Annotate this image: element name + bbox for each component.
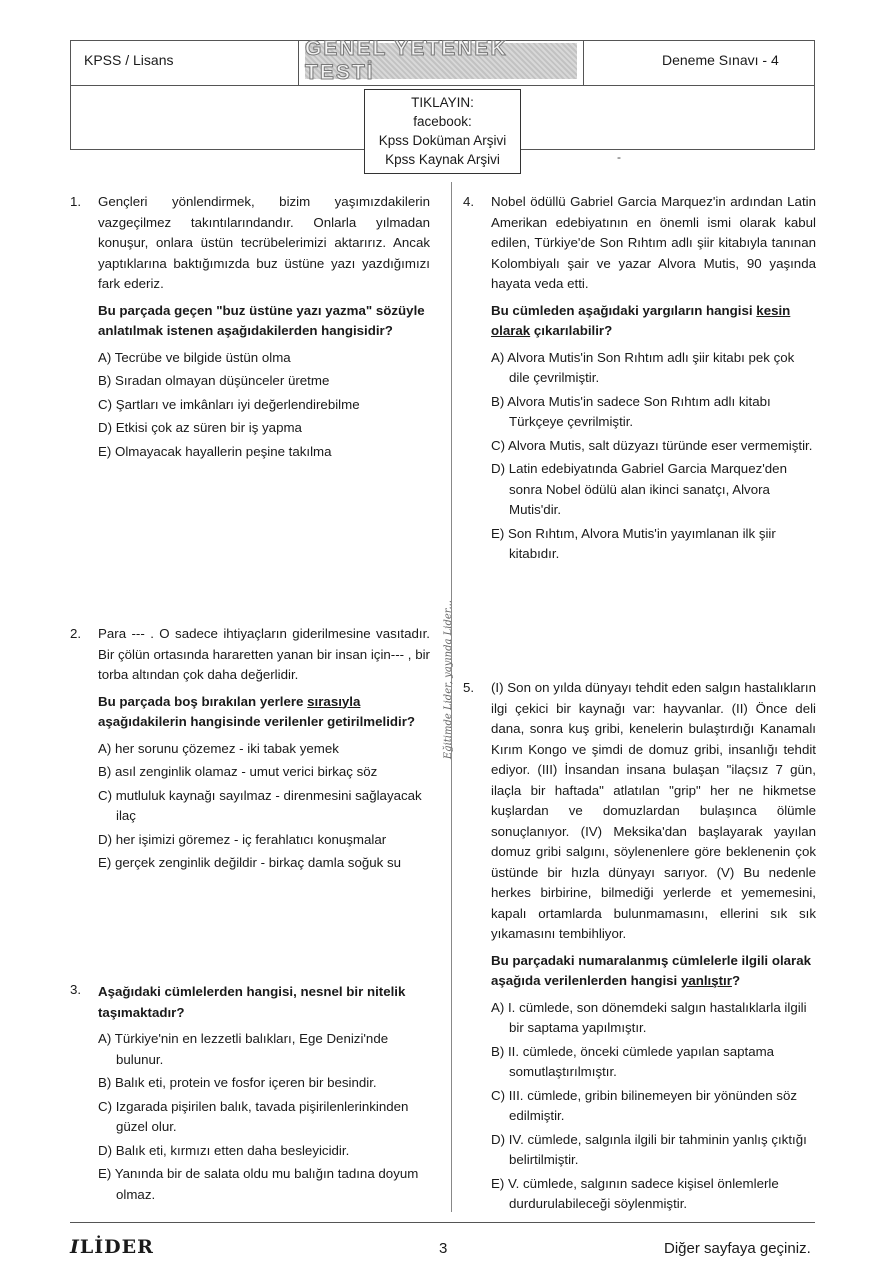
test-title-banner bbox=[305, 37, 577, 84]
question-1 bbox=[70, 192, 430, 465]
option-d[interactable]: D) IV. cümlede, salgınla ilgili bir tahminin yanlış çıktığı belirtilmiştir. bbox=[491, 1131, 807, 1167]
publisher-logo bbox=[70, 1236, 154, 1258]
question-number: 5. bbox=[463, 680, 475, 695]
exam-name: Deneme Sınavı - 4 bbox=[662, 52, 779, 68]
stem-part: aşağıdakilerin hangisinde verilenler getirilmelidir? bbox=[98, 714, 416, 729]
stem-part: Bu parçadaki numaralanmış cümlelerle ilgili olarak aşağıda verilenlerden hangisi bbox=[491, 952, 811, 988]
question-text: Gençleri yönlendirmek, bizim yaşımızdakilerin vazgeçilmez takıntılarındandır. Onlarla yılmadan konuşur, onlara üstün tecrübelerimizi aktarırız. Ancak yaptıklarına baktığımızda buz üstüne yazı yazdığımızı fark ederiz. bbox=[98, 194, 430, 291]
stem-emphasis: yanlıştır bbox=[680, 973, 732, 988]
stem-part: Bu cümleden aşağıdaki yargıların hangisi bbox=[491, 302, 757, 318]
option-d[interactable]: D) Latin edebiyatında Gabriel Garcia Marquez'den sonra Nobel ödülü alan ikinci sanatçı, Alvora Mutis'dir. bbox=[491, 461, 787, 517]
question-4 bbox=[463, 192, 816, 568]
notice-line-1: TIKLAYIN: bbox=[411, 95, 474, 110]
option-c[interactable]: C) Izgarada pişirilen balık, tavada pişirilenlerinkinden güzel olur. bbox=[98, 1098, 409, 1134]
stray-mark: - bbox=[617, 150, 621, 164]
question-stem bbox=[491, 301, 816, 342]
option-b[interactable]: B) II. cümlede, önceki cümlede yapılan saptama somutlaştırılmıştır. bbox=[491, 1043, 775, 1079]
option-d[interactable]: D) Etkisi çok az süren bir iş yapma bbox=[98, 420, 302, 435]
option-b[interactable]: B) asıl zenginlik olamaz - umut verici birkaç söz bbox=[98, 764, 378, 779]
question-2 bbox=[70, 624, 430, 877]
option-d[interactable]: D) Balık eti, kırmızı etten daha besleyicidir. bbox=[98, 1142, 350, 1158]
question-stem: Bu parçada geçen "buz üstüne yazı yazma" sözüyle anlatılmak istenen aşağıdakilerden hangisidir? bbox=[98, 302, 425, 338]
question-stem: Aşağıdaki cümlelerden hangisi, nesnel bir nitelik taşımaktadır? bbox=[98, 984, 406, 1020]
option-b[interactable]: B) Alvora Mutis'in sadece Son Rıhtım adlı kitabı Türkçeye çevrilmiştir. bbox=[491, 393, 771, 429]
publisher-slogan: Eğitimde Lider, yayında Lider... bbox=[443, 600, 454, 760]
test-title: GENEL YETENEK TESTİ bbox=[305, 37, 508, 84]
question-number: 1. bbox=[70, 194, 82, 209]
logo-mark-icon: I bbox=[70, 1236, 80, 1258]
stem-part: ? bbox=[731, 973, 741, 988]
next-page-note: Diğer sayfaya geçiniz. bbox=[664, 1240, 811, 1257]
question-text: Nobel ödüllü Gabriel Garcia Marquez'in ardından Latin Amerikan edebiyatının en önemli ismi olarak kabul edilen, Türkiye'de Son Rıhtım adlı şiir kitabıyla tanınan Kolombiyalı şair ve yazar Alvora Mutis, 90 yaşında hayata veda etti. bbox=[491, 194, 816, 291]
stem-part: çıkarılabilir? bbox=[530, 323, 613, 338]
stem-emphasis: sırasıyla bbox=[307, 693, 361, 709]
option-a[interactable]: A) Alvora Mutis'in Son Rıhtım adlı şiir kitabı pek çok dile çevrilmiştir. bbox=[491, 349, 795, 385]
option-e[interactable]: E) Son Rıhtım, Alvora Mutis'in yayımlanan ilk şiir kitabıdır. bbox=[491, 525, 776, 561]
option-c[interactable]: C) mutluluk kaynağı sayılmaz - direnmesini sağlayacak ilaç bbox=[98, 787, 422, 823]
option-a[interactable]: A) I. cümlede, son dönemdeki salgın hastalıklarla ilgili bir saptama yapılmıştır. bbox=[491, 999, 807, 1035]
question-stem bbox=[491, 951, 816, 992]
question-number: 2. bbox=[70, 626, 82, 641]
question-5 bbox=[463, 678, 816, 1218]
facebook-notice-box[interactable] bbox=[364, 89, 521, 174]
option-d[interactable]: D) her işimizi göremez - iç ferahlatıcı konuşmalar bbox=[98, 831, 387, 847]
question-number: 3. bbox=[70, 982, 82, 997]
header-divider-right bbox=[583, 40, 584, 85]
option-a[interactable]: A) her sorunu çözemez - iki tabak yemek bbox=[98, 740, 339, 756]
stem-part: Bu parçada boş bırakılan yerlere bbox=[98, 693, 308, 709]
option-e[interactable]: E) Olmayacak hayallerin peşine takılma bbox=[98, 443, 332, 459]
question-text: Para --- . O sadece ihtiyaçların giderilmesine vasıtadır. Bir çölün ortasında hararetten yanan bir insan için--- , bir torba altından çok daha değerlidir. bbox=[98, 626, 430, 682]
logo-text: LİDER bbox=[79, 1236, 154, 1258]
header-divider bbox=[70, 85, 815, 86]
option-a[interactable]: A) Türkiye'nin en lezzetli balıkları, Ege Denizi'nde bulunur. bbox=[98, 1031, 389, 1067]
notice-line-4: Kpss Kaynak Arşivi bbox=[385, 152, 500, 167]
header-divider-left bbox=[298, 40, 299, 85]
option-e[interactable]: E) Yanında bir de salata oldu mu balığın tadına doyum olmaz. bbox=[98, 1166, 419, 1202]
exam-level: KPSS / Lisans bbox=[84, 52, 174, 68]
notice-line-3: Kpss Doküman Arşivi bbox=[378, 133, 507, 148]
page-number: 3 bbox=[439, 1240, 448, 1257]
question-text: (I) Son on yılda dünyayı tehdit eden salgın hastalıkların ilgi çekici bir kaynağı var: hayvanlar. (II) Önce deli dana, sonra kuş gribi, kenelerin bulaştırdığı Kanamalı Kırım Kongo ve şimdi de domuz gribi, insanlığı tehdit ediyor. (III) İnsandan insana bulaşan "ilaçsız 7 gün, ilaçla bir haftada" atlatılan "grip" her ne hikmetse kuşlardan ve domuzlardan bulaşınca ölümle sonuçlanıyor. (IV) Meksika'dan başlayarak yayılan domuz gribi salgını, söylenenlere göre beklenenin çok üstünde bir hızla dünyayı sarıyor. (V) Bu nedenle herkes birbirine, bilmediği yerlerde et yememesini, kapalı ortamlarda bulunmamasını, ellerini sık sık yıkamasını tembihliyor. bbox=[491, 680, 816, 941]
option-b[interactable]: B) Balık eti, protein ve fosfor içeren bir besindir. bbox=[98, 1075, 377, 1090]
option-e[interactable]: E) gerçek zenginlik değildir - birkaç damla soğuk su bbox=[98, 855, 402, 870]
option-c[interactable]: C) Şartları ve imkânları iyi değerlendirebilme bbox=[98, 396, 360, 412]
question-3 bbox=[70, 980, 430, 1208]
stem-emphasis: kesin olarak bbox=[491, 302, 791, 338]
question-stem bbox=[98, 692, 430, 733]
option-c[interactable]: C) Alvora Mutis, salt düzyazı türünde eser vermemiştir. bbox=[491, 437, 813, 453]
question-number: 4. bbox=[463, 194, 475, 209]
option-c[interactable]: C) III. cümlede, gribin bilinemeyen bir yönünden söz edilmiştir. bbox=[491, 1087, 797, 1123]
notice-line-2: facebook: bbox=[413, 114, 472, 129]
option-e[interactable]: E) V. cümlede, salgının sadece kişisel önlemlerle durdurulabileceği söylenmiştir. bbox=[491, 1175, 779, 1211]
option-a[interactable]: A) Tecrübe ve bilgide üstün olma bbox=[98, 349, 291, 365]
option-b[interactable]: B) Sıradan olmayan düşünceler üretme bbox=[98, 373, 330, 388]
footer-rule bbox=[70, 1222, 815, 1223]
